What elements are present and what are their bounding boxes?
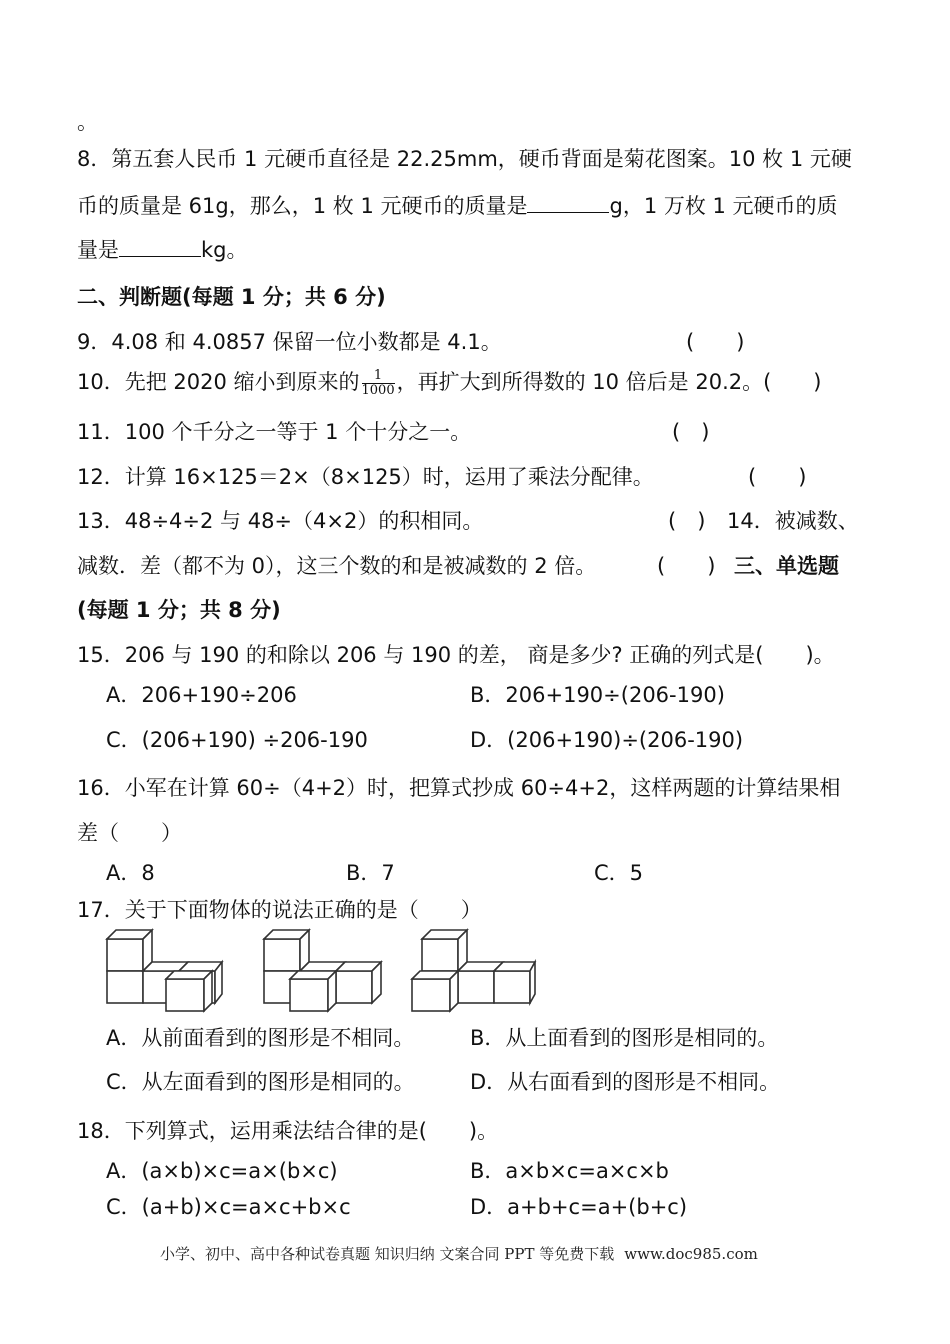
q16-option-b[interactable]: B．7 bbox=[346, 861, 395, 885]
question-8-text-c: 量是 bbox=[77, 238, 119, 262]
question-12-paren[interactable]: ( ) bbox=[748, 465, 807, 489]
question-11: 11．100 个千分之一等于 1 个十分之一。 bbox=[77, 420, 472, 444]
q16-option-c[interactable]: C．5 bbox=[594, 861, 644, 885]
section-2-heading: 二、判断题(每题 1 分；共 6 分) bbox=[77, 285, 386, 309]
question-8-line-2 bbox=[77, 190, 838, 221]
footer bbox=[160, 1243, 768, 1264]
question-8-unit-kg: kg。 bbox=[201, 238, 248, 262]
q15-option-d[interactable]: D．(206+190)÷(206-190) bbox=[470, 728, 744, 752]
question-14: 减数．差（都不为 0），这三个数的和是被减数的 2 倍。 bbox=[77, 554, 597, 578]
footer-text: 小学、初中、高中各种试卷真题 知识归纳 文案合同 PPT 等免费下载 bbox=[160, 1245, 615, 1263]
q15-option-c[interactable]: C．(206+190) ÷206-190 bbox=[106, 728, 368, 752]
question-13-paren[interactable]: ( ) bbox=[668, 509, 706, 533]
q17-option-a[interactable]: A．从前面看到的图形是不相同。 bbox=[106, 1026, 415, 1050]
question-16-line-1: 16．小军在计算 60÷（4+2）时，把算式抄成 60÷4+2，这样两题的计算结果相 bbox=[77, 776, 841, 800]
question-14-paren[interactable]: ( ) bbox=[657, 554, 716, 578]
fraction bbox=[362, 369, 395, 398]
period-mark: 。 bbox=[77, 110, 98, 134]
question-15: 15．206 与 190 的和除以 206 与 190 的差， 商是多少? 正确的列式是( )。 bbox=[77, 643, 835, 667]
question-8-line-1: 8．第五套人民币 1 元硬币直径是 22.25mm，硬币背面是菊花图案。10 枚 1 元硬 bbox=[77, 147, 852, 171]
cube-figures bbox=[104, 925, 538, 1017]
q18-option-b[interactable]: B．a×b×c=a×c×b bbox=[470, 1159, 669, 1183]
q18-option-c[interactable]: C．(a+b)×c=a×c+b×c bbox=[106, 1195, 351, 1219]
fraction-numerator: 1 bbox=[362, 369, 395, 384]
q18-option-d[interactable]: D．a+b+c=a+(b+c) bbox=[470, 1195, 688, 1219]
cube-figure-3 bbox=[412, 930, 535, 1011]
footer-url[interactable]: www.doc985.com bbox=[624, 1245, 758, 1263]
question-9-paren[interactable]: ( ) bbox=[686, 330, 745, 354]
section-3-score: (每题 1 分；共 8 分) bbox=[77, 598, 281, 622]
question-14-start: 14．被减数、 bbox=[727, 509, 859, 533]
q17-option-b[interactable]: B．从上面看到的图形是相同的。 bbox=[470, 1026, 779, 1050]
question-18: 18．下列算式，运用乘法结合律的是( )。 bbox=[77, 1119, 499, 1143]
q15-option-b[interactable]: B．206+190÷(206-190) bbox=[470, 683, 725, 707]
question-8-text-unit: g，1 万枚 1 元硬币的质 bbox=[609, 194, 838, 218]
q17-option-d[interactable]: D．从右面看到的图形是不相同。 bbox=[470, 1070, 781, 1094]
question-10 bbox=[77, 367, 822, 398]
q18-option-a[interactable]: A．(a×b)×c=a×(b×c) bbox=[106, 1159, 338, 1183]
answer-blank-2[interactable] bbox=[119, 234, 201, 257]
q16-option-a[interactable]: A．8 bbox=[106, 861, 155, 885]
question-12: 12．计算 16×125＝2×（8×125）时，运用了乘法分配律。 bbox=[77, 465, 654, 489]
cube-figure-1 bbox=[107, 930, 222, 1011]
question-13: 13．48÷4÷2 与 48÷（4×2）的积相同。 bbox=[77, 509, 484, 533]
question-8-text: 币的质量是 61g，那么，1 枚 1 元硬币的质量是 bbox=[77, 194, 528, 218]
q17-option-c[interactable]: C．从左面看到的图形是相同的。 bbox=[106, 1070, 415, 1094]
q15-option-a[interactable]: A．206+190÷206 bbox=[106, 683, 297, 707]
section-3-heading: 三、单选题 bbox=[734, 554, 839, 578]
question-8-line-3 bbox=[77, 234, 248, 265]
question-17: 17．关于下面物体的说法正确的是（ ） bbox=[77, 898, 482, 922]
question-10-text-b: ，再扩大到所得数的 10 倍后是 20.2。( ) bbox=[396, 370, 822, 394]
question-11-paren[interactable]: ( ) bbox=[672, 420, 710, 444]
question-9: 9．4.08 和 4.0857 保留一位小数都是 4.1。 bbox=[77, 330, 502, 354]
answer-blank-1[interactable] bbox=[527, 190, 609, 213]
fraction-denominator: 1000 bbox=[361, 382, 395, 398]
question-16-line-2: 差（ ） bbox=[77, 821, 182, 845]
cube-figure-2 bbox=[264, 930, 381, 1011]
question-10-text-a: 10．先把 2020 缩小到原来的 bbox=[77, 370, 360, 394]
